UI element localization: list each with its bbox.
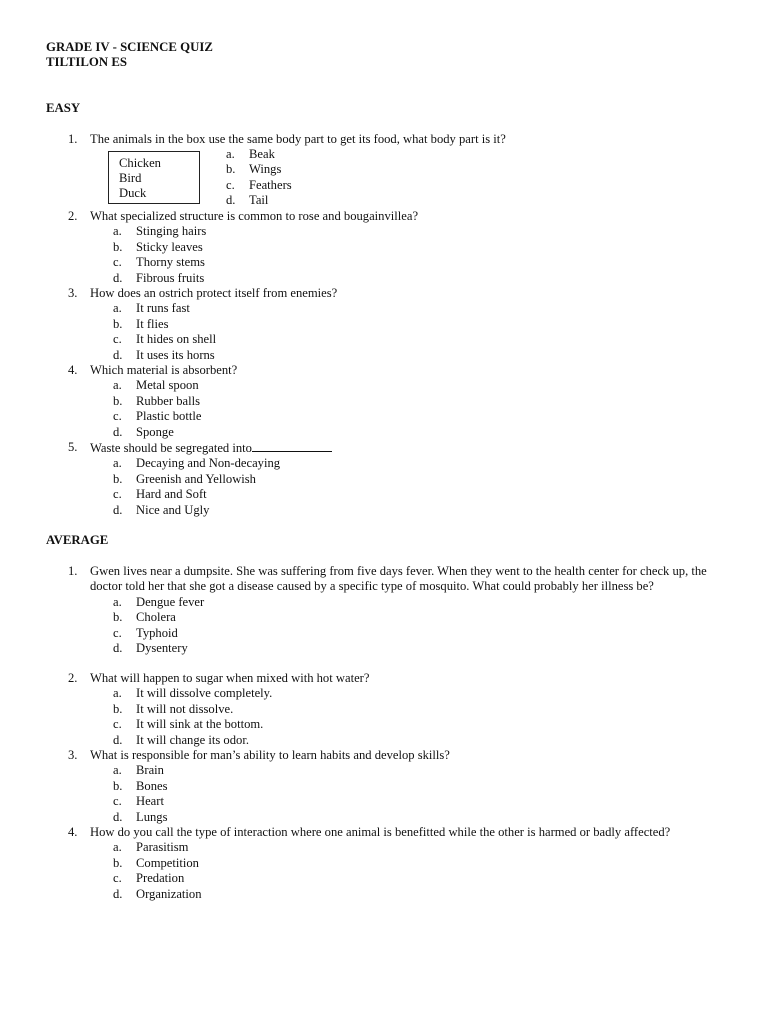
option-text: Decaying and Non-decaying (136, 456, 281, 471)
option-letter: d. (113, 424, 123, 439)
answer-option (113, 626, 728, 641)
answer-options (68, 595, 728, 657)
option-text: It will sink at the bottom. (136, 717, 264, 732)
answer-blank (252, 440, 332, 452)
option-text: It runs fast (136, 301, 190, 316)
option-letter: d. (226, 193, 236, 208)
option-text: Heart (136, 794, 164, 809)
answer-option (113, 733, 728, 748)
option-letter: a. (113, 301, 122, 316)
option-text: It will not dissolve. (136, 701, 234, 716)
option-letter: d. (113, 347, 123, 362)
question-text: How do you call the type of interaction where one animal is benefitted while the other is harmed or badly affected? (90, 825, 671, 839)
option-letter: b. (113, 393, 123, 408)
answer-option (113, 595, 728, 610)
option-text: It will change its odor. (136, 732, 249, 747)
option-text: It will dissolve completely. (136, 686, 273, 701)
easy-question-4 (68, 363, 728, 440)
option-text: Predation (136, 871, 185, 886)
answer-option (226, 162, 292, 177)
option-text: Beak (249, 147, 275, 161)
answer-option (113, 271, 728, 286)
question-number: 2. (68, 209, 78, 223)
option-letter: c. (113, 625, 122, 640)
option-letter: b. (226, 162, 236, 177)
answer-options (68, 686, 728, 748)
answer-options (68, 763, 728, 825)
answer-option (113, 503, 728, 518)
answer-option (113, 317, 728, 332)
option-text: Competition (136, 855, 199, 870)
answer-option (113, 472, 728, 487)
answer-option (113, 610, 728, 625)
option-letter: c. (113, 487, 122, 502)
option-letter: a. (113, 763, 122, 778)
option-letter: a. (226, 147, 235, 161)
answer-option (113, 425, 728, 440)
option-letter: c. (113, 717, 122, 732)
answer-option (113, 686, 728, 701)
easy-question-3 (68, 286, 728, 363)
option-letter: c. (113, 255, 122, 270)
question-number: 4. (68, 363, 78, 377)
option-text: Metal spoon (136, 378, 199, 393)
answer-option (113, 487, 728, 502)
answer-option (113, 810, 728, 825)
answer-option (113, 856, 728, 871)
option-letter: c. (113, 794, 122, 809)
school-name: TILTILON ES (46, 55, 127, 69)
answer-option (113, 332, 728, 347)
option-text: Hard and Soft (136, 487, 207, 502)
option-text: Fibrous fruits (136, 270, 205, 285)
answer-options (68, 456, 728, 518)
answer-options (68, 378, 728, 440)
option-letter: a. (113, 378, 122, 393)
answer-option (113, 779, 728, 794)
option-letter: a. (113, 686, 122, 701)
answer-option (113, 763, 728, 778)
option-text: It hides on shell (136, 332, 217, 347)
answer-options (68, 840, 728, 902)
option-text: Tail (249, 193, 269, 208)
option-letter: d. (113, 502, 123, 517)
answer-option (113, 641, 728, 656)
option-text: Cholera (136, 610, 176, 625)
answer-option (113, 717, 728, 732)
easy-question-1 (68, 132, 728, 147)
option-letter: d. (113, 809, 123, 824)
option-letter: b. (113, 471, 123, 486)
option-letter: c. (113, 871, 122, 886)
answer-option (113, 794, 728, 809)
option-text: Stinging hairs (136, 224, 207, 239)
question-text (90, 440, 728, 456)
option-text: It flies (136, 316, 169, 331)
option-letter: b. (113, 316, 123, 331)
answer-option (113, 255, 728, 270)
question-text: What is responsible for man’s ability to learn habits and develop skills? (90, 748, 450, 762)
option-text: Dengue fever (136, 594, 205, 609)
option-letter: d. (113, 270, 123, 285)
option-letter: b. (113, 239, 123, 254)
option-letter: a. (113, 594, 122, 609)
answer-option (113, 409, 728, 424)
answer-option (226, 178, 292, 193)
quiz-title: GRADE IV - SCIENCE QUIZ (46, 40, 213, 54)
answer-option (113, 887, 728, 902)
question-text: Gwen lives near a dumpsite. She was suffering from five days fever. When they went to the health center for check up, the doctor told her that she got a disease caused by a specific type of mosquito. What could probably her illness be? (90, 564, 707, 594)
option-letter: d. (113, 732, 123, 747)
section-heading-average: AVERAGE (46, 533, 109, 547)
option-text: Thorny stems (136, 255, 205, 270)
option-text: Greenish and Yellowish (136, 471, 256, 486)
answer-option (113, 840, 728, 855)
average-question-4 (68, 825, 728, 902)
option-text: Feathers (249, 177, 292, 192)
answer-option (113, 394, 728, 409)
answer-option (226, 193, 292, 208)
question-number: 5. (68, 440, 78, 454)
option-text: Plastic bottle (136, 409, 202, 424)
option-letter: a. (113, 224, 122, 239)
option-text: Brain (136, 763, 164, 778)
average-question-1 (68, 564, 728, 656)
question-number: 4. (68, 825, 78, 839)
question-text: Which material is absorbent? (90, 363, 238, 377)
answer-option (113, 871, 728, 886)
question-text: How does an ostrich protect itself from enemies? (90, 286, 338, 300)
average-question-3 (68, 748, 728, 825)
box-item: Chicken (119, 156, 161, 170)
answer-options (68, 224, 728, 286)
answer-option (113, 348, 728, 363)
option-text: Lungs (136, 809, 168, 824)
option-text: Dysentery (136, 641, 188, 656)
average-question-2 (68, 671, 728, 748)
section-heading-easy: EASY (46, 101, 81, 115)
option-text: Rubber balls (136, 393, 201, 408)
answer-option (226, 147, 292, 162)
option-letter: d. (113, 886, 123, 901)
option-text: Parasitism (136, 840, 189, 855)
option-text: Sponge (136, 424, 174, 439)
option-text: Wings (249, 162, 282, 177)
box-item: Duck (119, 186, 147, 201)
option-letter: c. (113, 332, 122, 347)
answer-option (113, 702, 728, 717)
option-letter: a. (113, 456, 122, 471)
answer-option (113, 456, 728, 471)
answer-option (113, 224, 728, 239)
option-text: Bones (136, 778, 168, 793)
option-letter: a. (113, 840, 122, 855)
easy-question-5 (68, 440, 728, 518)
option-letter: c. (226, 177, 235, 192)
option-letter: b. (113, 610, 123, 625)
option-text: Nice and Ugly (136, 502, 210, 517)
question-number: 3. (68, 748, 78, 762)
option-letter: b. (113, 855, 123, 870)
question-text: The animals in the box use the same body part to get its food, what body part is it? (90, 132, 506, 146)
question-number: 1. (68, 132, 78, 146)
question-number: 1. (68, 564, 78, 578)
easy-question-1-options (226, 147, 292, 209)
answer-option (113, 301, 728, 316)
option-letter: b. (113, 778, 123, 793)
question-text: What specialized structure is common to rose and bougainvillea? (90, 209, 419, 223)
option-letter: c. (113, 409, 122, 424)
option-text: Sticky leaves (136, 239, 203, 254)
option-text: It uses its horns (136, 347, 215, 362)
question-text: What will happen to sugar when mixed with hot water? (90, 671, 370, 685)
box-item: Bird (119, 171, 142, 186)
easy-question-2 (68, 209, 728, 286)
option-text: Typhoid (136, 625, 178, 640)
question-number: 3. (68, 286, 78, 300)
option-letter: b. (113, 701, 123, 716)
question-text-content: Waste should be segregated into (90, 441, 252, 455)
answer-option (113, 378, 728, 393)
animal-box (108, 151, 200, 204)
answer-option (113, 240, 728, 255)
option-letter: d. (113, 641, 123, 656)
question-number: 2. (68, 671, 78, 685)
answer-options (68, 301, 728, 363)
option-text: Organization (136, 886, 202, 901)
